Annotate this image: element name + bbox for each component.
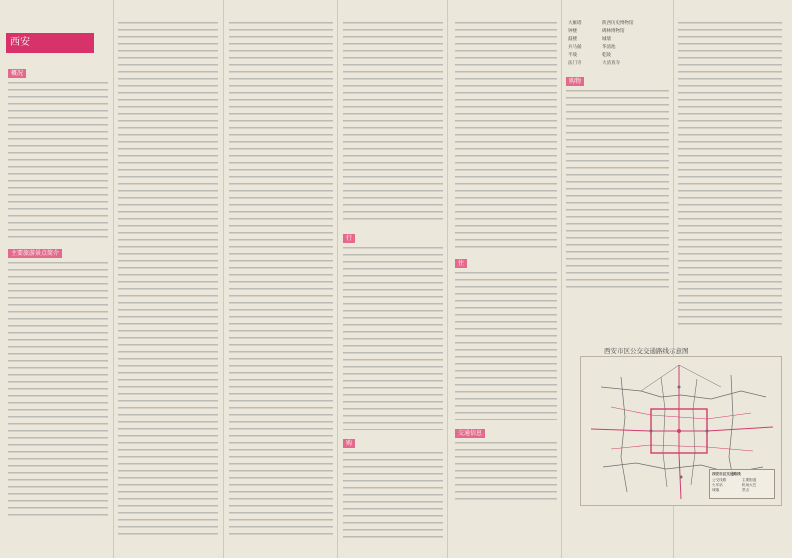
route-line xyxy=(611,445,753,451)
table-row: 钟楼 碑林博物馆 xyxy=(568,29,625,34)
text-block xyxy=(343,450,443,540)
text-block xyxy=(455,440,557,500)
fold-line xyxy=(561,0,562,558)
text-block xyxy=(455,270,557,420)
route-line xyxy=(601,387,766,399)
legend-title: 西安市区交通路线 xyxy=(712,472,741,476)
map-legend xyxy=(709,469,775,499)
route-line xyxy=(661,377,667,487)
route-line xyxy=(691,379,697,485)
station-marker xyxy=(678,386,681,389)
table-row: 鼓楼 城墙 xyxy=(568,37,611,42)
table-row: 半坡 乾陵 xyxy=(568,53,611,58)
legend-item: 景点 xyxy=(742,488,750,492)
text-block xyxy=(8,80,108,240)
column-2 xyxy=(118,20,218,540)
text-block xyxy=(8,260,108,520)
listing-table xyxy=(566,20,669,68)
travel-heading: 行 xyxy=(343,234,355,243)
shopping-heading: 购 xyxy=(343,439,355,448)
fold-line xyxy=(337,0,338,558)
service-heading: 购物 xyxy=(566,77,584,86)
fold-line xyxy=(113,0,114,558)
text-block xyxy=(343,20,443,225)
legend-item: 公交线路 xyxy=(712,478,727,482)
station-marker xyxy=(650,430,653,433)
overview-heading: 概况 xyxy=(8,69,26,78)
route-line xyxy=(621,377,627,492)
station-marker xyxy=(677,429,681,433)
column-7 xyxy=(678,20,782,330)
legend-item: 火车站 xyxy=(712,483,723,487)
text-block xyxy=(566,88,669,288)
table-row: 大雁塔 陕西历史博物馆 xyxy=(568,21,634,26)
column-4 xyxy=(343,20,443,540)
text-block xyxy=(118,20,218,540)
fold-line xyxy=(223,0,224,558)
route-line xyxy=(641,365,721,391)
text-block xyxy=(455,20,557,250)
table-row: 兵马俑 华清池 xyxy=(568,45,616,50)
text-block xyxy=(229,20,333,540)
legend-item: 主要街道 xyxy=(742,478,757,482)
fold-line xyxy=(447,0,448,558)
column-3 xyxy=(229,20,333,540)
text-block xyxy=(678,20,782,330)
column-6 xyxy=(566,20,669,330)
tips-heading: 交通信息 xyxy=(455,429,485,438)
column-overview xyxy=(8,60,108,540)
station-marker xyxy=(706,430,709,433)
text-block xyxy=(343,245,443,430)
lodging-heading: 住 xyxy=(455,259,467,268)
attractions-heading: 主要旅游景点简介 xyxy=(8,249,62,258)
column-5 xyxy=(455,20,557,540)
section-title: 西安 xyxy=(6,33,94,53)
transit-map xyxy=(580,356,782,506)
legend-item: 机场大巴 xyxy=(742,483,757,487)
table-row: 法门寺 大清真寺 xyxy=(568,61,620,66)
map-title: 西安市区公交交通路线示意图 xyxy=(604,347,689,355)
route-line xyxy=(591,427,773,431)
legend-item: 城墙 xyxy=(712,488,720,492)
station-marker xyxy=(680,476,683,479)
